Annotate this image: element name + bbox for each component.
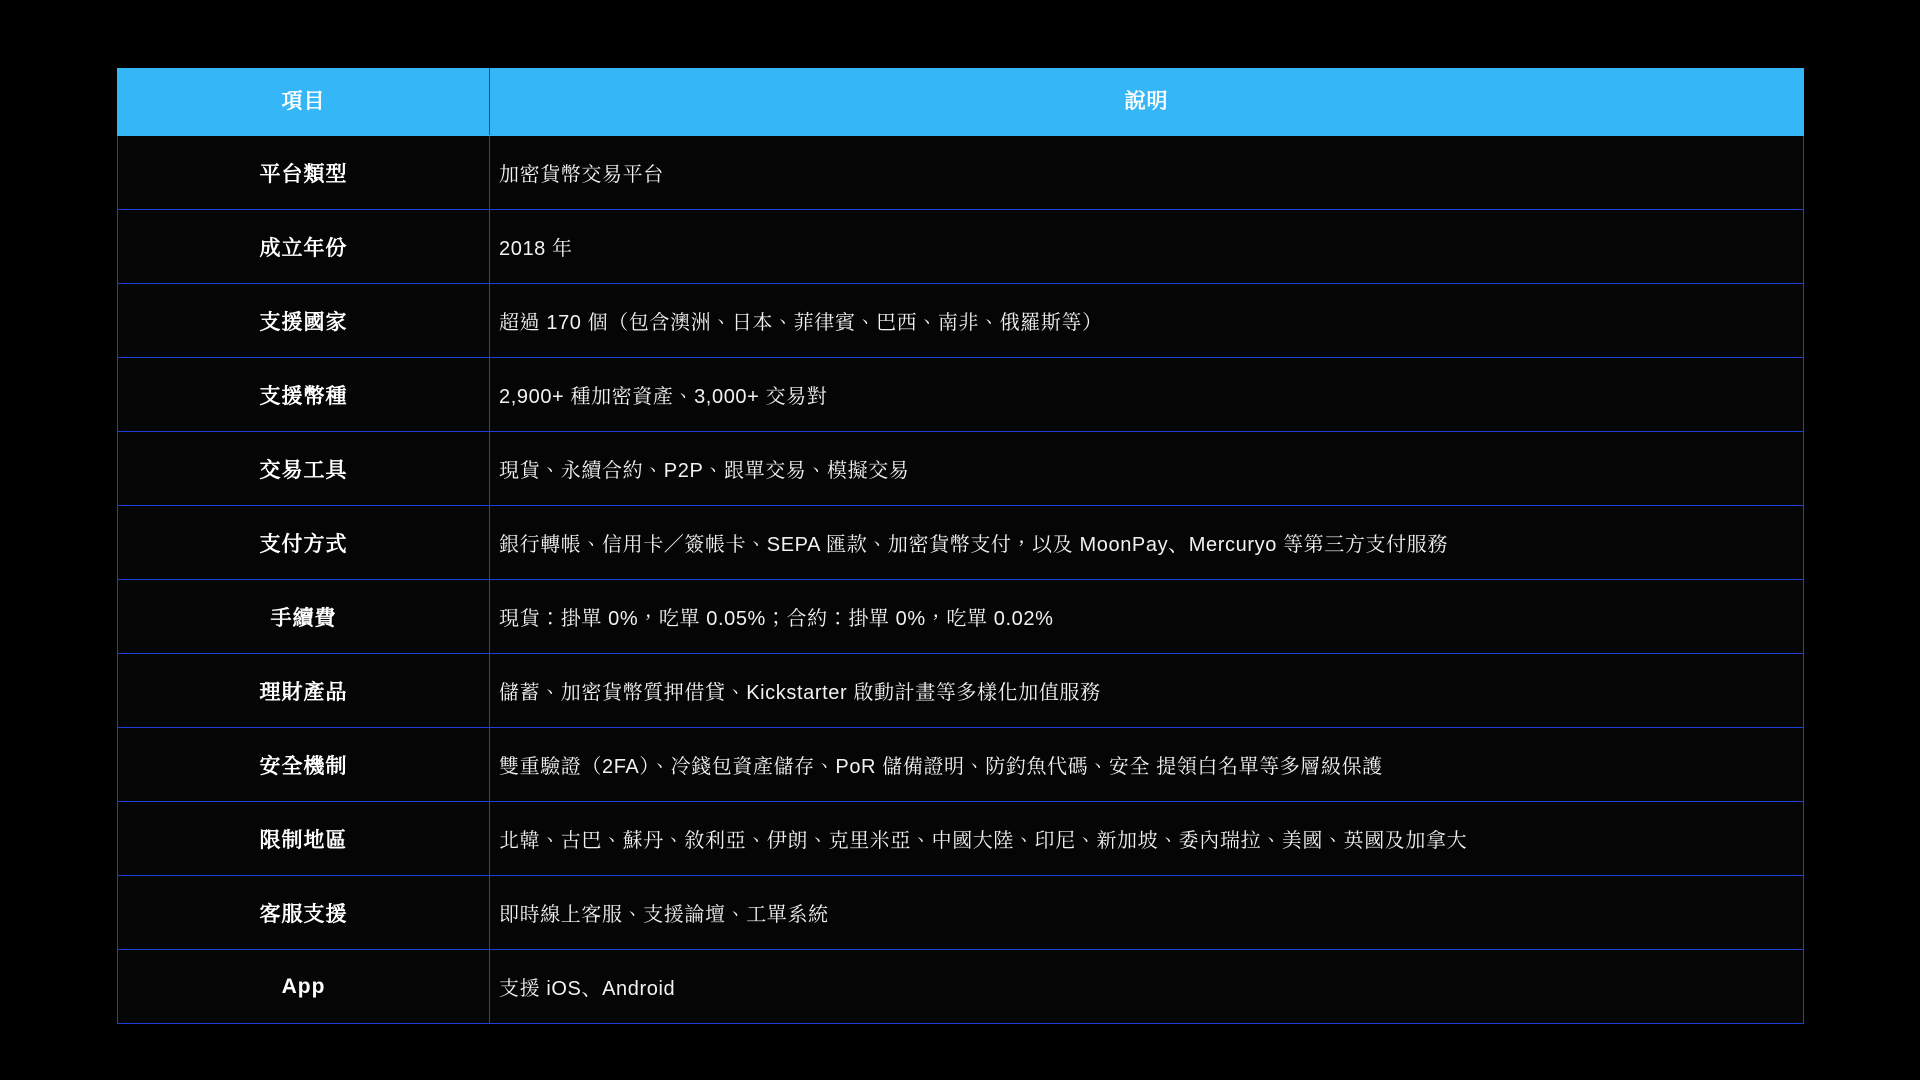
column-header-item: 項目 [118, 69, 490, 136]
row-value: 即時線上客服、支援論壇、工單系統 [490, 876, 1804, 950]
table-row [118, 802, 1804, 876]
row-label: 手續費 [118, 580, 490, 654]
spec-table [117, 68, 1804, 1024]
row-label: 交易工具 [118, 432, 490, 506]
row-value: 銀行轉帳、信用卡／簽帳卡、SEPA 匯款、加密貨幣支付，以及 MoonPay、Mercuryo 等第三方支付服務 [490, 506, 1804, 580]
row-value: 儲蓄、加密貨幣質押借貸、Kickstarter 啟動計畫等多樣化加值服務 [490, 654, 1804, 728]
row-value: 現貨：掛單 0%，吃單 0.05%；合約：掛單 0%，吃單 0.02% [490, 580, 1804, 654]
table-body [118, 136, 1804, 1024]
table-row [118, 728, 1804, 802]
table-header [118, 69, 1804, 136]
table-row [118, 654, 1804, 728]
row-value: 雙重驗證（2FA）、冷錢包資產儲存、PoR 儲備證明、防釣魚代碼、安全 提領白名單等多層級保護 [490, 728, 1804, 802]
row-value: 2,900+ 種加密資產、3,000+ 交易對 [490, 358, 1804, 432]
row-value: 超過 170 個（包含澳洲、日本、菲律賓、巴西、南非、俄羅斯等） [490, 284, 1804, 358]
table-row [118, 284, 1804, 358]
row-value: 2018 年 [490, 210, 1804, 284]
row-label: 安全機制 [118, 728, 490, 802]
row-value: 現貨、永續合約、P2P、跟單交易、模擬交易 [490, 432, 1804, 506]
row-label: 支付方式 [118, 506, 490, 580]
table-row [118, 580, 1804, 654]
row-label: App [118, 950, 490, 1024]
row-label: 成立年份 [118, 210, 490, 284]
row-label: 支援國家 [118, 284, 490, 358]
table-header-row [118, 69, 1804, 136]
table-row [118, 876, 1804, 950]
row-label: 理財產品 [118, 654, 490, 728]
table-row [118, 950, 1804, 1024]
table-row [118, 210, 1804, 284]
row-value: 加密貨幣交易平台 [490, 136, 1804, 210]
row-label: 平台類型 [118, 136, 490, 210]
table-row [118, 136, 1804, 210]
row-label: 支援幣種 [118, 358, 490, 432]
row-value: 北韓、古巴、蘇丹、敘利亞、伊朗、克里米亞、中國大陸、印尼、新加坡、委內瑞拉、美國、英國及加拿大 [490, 802, 1804, 876]
table-row [118, 358, 1804, 432]
spec-table-container [117, 68, 1803, 1024]
row-label: 客服支援 [118, 876, 490, 950]
table-row [118, 506, 1804, 580]
row-value: 支援 iOS、Android [490, 950, 1804, 1024]
row-label: 限制地區 [118, 802, 490, 876]
column-header-description: 說明 [490, 69, 1804, 136]
table-row [118, 432, 1804, 506]
